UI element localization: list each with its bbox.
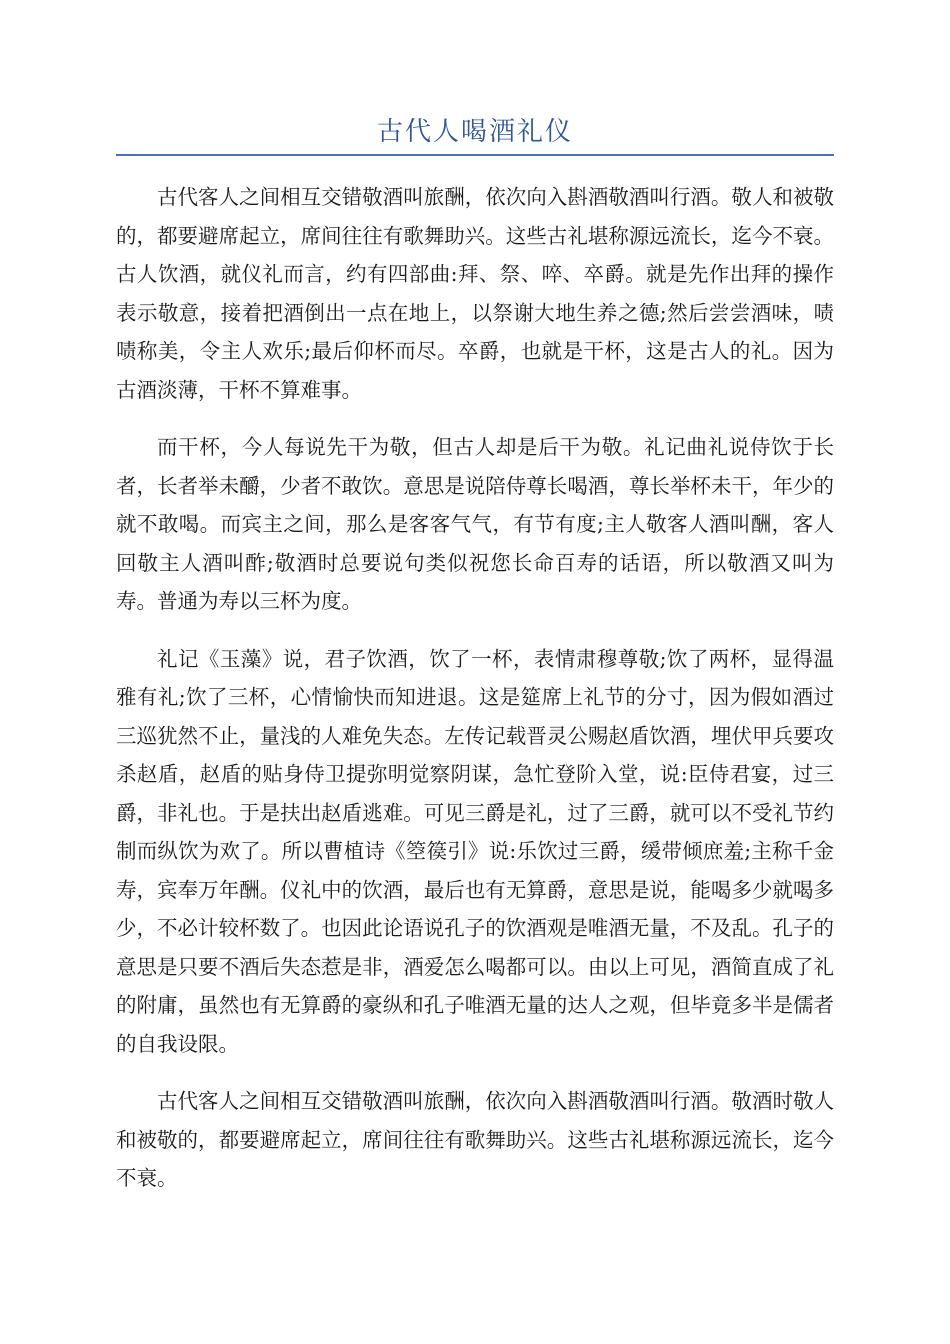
paragraph-3: 礼记《玉藻》说，君子饮酒，饮了一杯，表情肃穆尊敬;饮了两杯，显得温雅有礼;饮了三杯，心情愉快而知进退。这是筵席上礼节的分寸，因为假如酒过三巡犹然不止，量浅的人难免失态。左传记载晋灵公赐赵盾饮酒，埋伏甲兵要攻杀赵盾，赵盾的贴身侍卫提弥明觉察阴谋，急忙登阶入堂，说:臣侍君宴，过三爵，非礼也。于是扶出赵盾逃难。可见三爵是礼，过了三爵，就可以不受礼节约制而纵饮为欢了。所以曹植诗《箜篌引》说:乐饮过三爵，缓带倾庶羞;主称千金寿，宾奉万年酬。仪礼中的饮酒，最后也有无算爵，意思是说，能喝多少就喝多少，不必计较杯数了。也因此论语说孔子的饮酒观是唯酒无量，不及乱。孔子的意思是只要不酒后失态惹是非，酒爱怎么喝都可以。由以上可见，酒简直成了礼的附庸，虽然也有无算爵的豪纵和孔子唯酒无量的达人之观，但毕竟多半是儒者的自我设限。 (116, 646, 834, 1056)
paragraph-1: 古代客人之间相互交错敬酒叫旅酬，依次向入斟酒敬酒叫行酒。敬人和被敬的，都要避席起立，席间往往有歌舞助兴。这些古礼堪称源远流长，迄今不衰。古人饮酒，就仪礼而言，约有四部曲:拜、祭、啐、卒爵。就是先作出拜的操作表示敬意，接着把酒倒出一点在地上，以祭谢大地生养之德;然后尝尝酒味，啧啧称美，令主人欢乐;最后仰杯而尽。卒爵，也就是干杯，这是古人的礼。因为古酒淡薄，干杯不算难事。 (116, 185, 834, 402)
page-title: 古代人喝酒礼仪 (116, 112, 834, 156)
paragraph-4: 古代客人之间相互交错敬酒叫旅酬，依次向入斟酒敬酒叫行酒。敬酒时敬人和被敬的，都要避席起立，席间往往有歌舞助兴。这些古礼堪称源远流长，迄今不衰。 (116, 1089, 834, 1190)
document-page (116, 112, 834, 1217)
paragraph-2: 而干杯，今人每说先干为敬，但古人却是后干为敬。礼记曲礼说侍饮于长者，长者举未釂，少者不敢饮。意思是说陪侍尊长喝酒，尊长举杯未干，年少的就不敢喝。而宾主之间，那么是客客气气，有节有度;主人敬客人酒叫酬，客人回敬主人酒叫酢;敬酒时总要说句类似祝您长命百寿的话语，所以敬酒又叫为寿。普通为寿以三杯为度。 (116, 435, 834, 613)
